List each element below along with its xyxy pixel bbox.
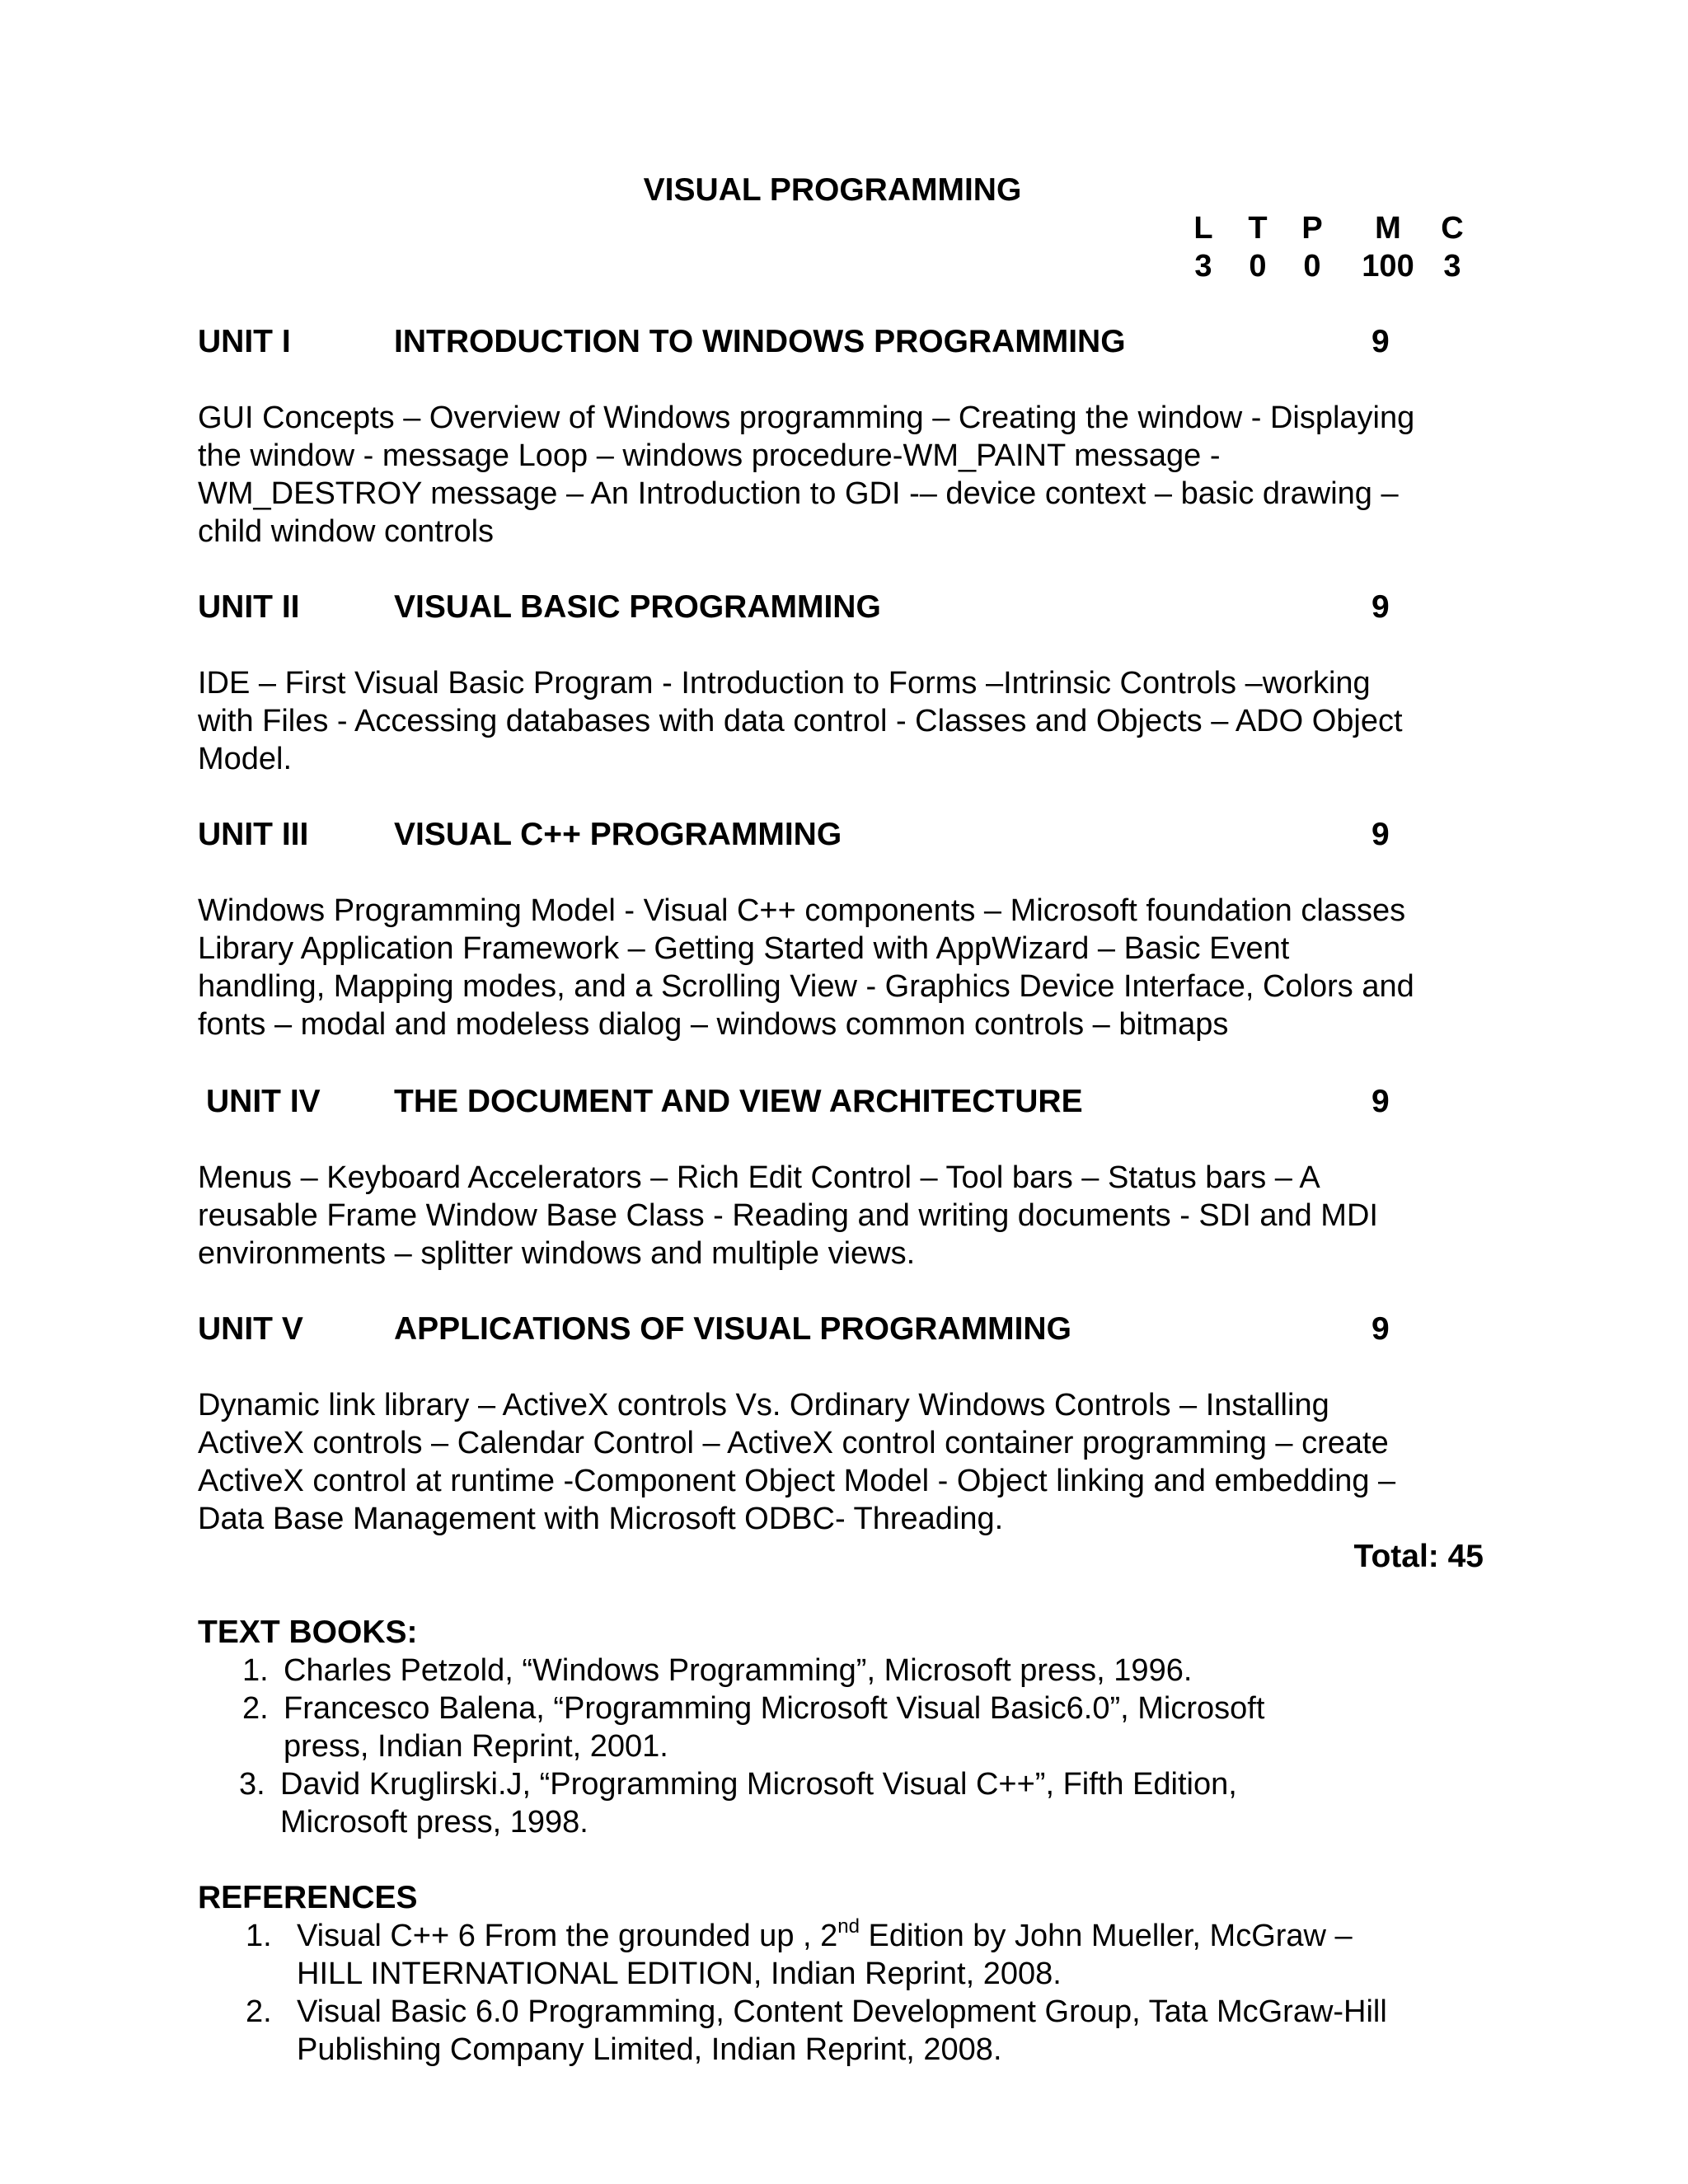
- unit-1-heading: [198, 323, 1434, 361]
- credit-header-t: T: [1248, 211, 1268, 246]
- unit-number: UNIT I: [198, 324, 291, 359]
- credit-header-m: M: [1375, 211, 1401, 246]
- unit-hours: 9: [1372, 817, 1390, 852]
- content-line: environments – splitter windows and multiple views.: [198, 1236, 916, 1271]
- unit-number: UNIT III: [198, 817, 309, 852]
- content-line: ActiveX control at runtime -Component Object Model - Object linking and embedding –: [198, 1464, 1396, 1498]
- credit-value-p: 0: [1303, 249, 1321, 284]
- unit-hours: 9: [1372, 1084, 1390, 1119]
- total-hours: Total: 45: [1353, 1539, 1484, 1574]
- unit-hours: 9: [1372, 1311, 1390, 1347]
- content-line: ActiveX controls – Calendar Control – ActiveX control container programming – create: [198, 1426, 1389, 1460]
- unit-title: THE DOCUMENT AND VIEW ARCHITECTURE: [394, 1084, 1083, 1119]
- content-line: Data Base Management with Microsoft ODBC- Threading.: [198, 1502, 1004, 1536]
- content-line: reusable Frame Window Base Class - Reading and writing documents - SDI and MDI: [198, 1198, 1378, 1233]
- list-item-continuation: HILL INTERNATIONAL EDITION, Indian Reprint, 2008.: [297, 1957, 1062, 1991]
- list-item-continuation: press, Indian Reprint, 2001.: [284, 1729, 668, 1764]
- unit-3-content: [198, 892, 1517, 1043]
- list-item-number: 2.: [242, 1691, 269, 1726]
- credits-header-row: [1170, 209, 1484, 247]
- unit-title: INTRODUCTION TO WINDOWS PROGRAMMING: [394, 324, 1126, 359]
- content-line: WM_DESTROY message – An Introduction to GDI -– device context – basic drawing –: [198, 476, 1399, 511]
- content-line: with Files - Accessing databases with data control - Classes and Objects – ADO Object: [198, 704, 1403, 738]
- content-line: GUI Concepts – Overview of Windows programming – Creating the window - Displaying: [198, 401, 1415, 435]
- text-books-list: [198, 1652, 1517, 1841]
- list-item: Visual Basic 6.0 Programming, Content Development Group, Tata McGraw-Hill: [297, 1994, 1387, 2029]
- credit-header-c: C: [1441, 211, 1464, 246]
- content-line: IDE – First Visual Basic Program - Introduction to Forms –Intrinsic Controls –working: [198, 666, 1371, 701]
- content-line: fonts – modal and modeless dialog – windows common controls – bitmaps: [198, 1007, 1229, 1042]
- content-line: handling, Mapping modes, and a Scrolling View - Graphics Device Interface, Colors and: [198, 969, 1414, 1004]
- list-item-number: 3.: [239, 1767, 265, 1802]
- list-item: David Kruglirski.J, “Programming Microsoft Visual C++”, Fifth Edition,: [280, 1767, 1237, 1802]
- unit-number: UNIT II: [198, 589, 300, 625]
- credit-value-c: 3: [1443, 249, 1461, 284]
- superscript: nd: [837, 1915, 860, 1938]
- content-line: Menus – Keyboard Accelerators – Rich Edit Control – Tool bars – Status bars – A: [198, 1160, 1320, 1195]
- unit-title: VISUAL BASIC PROGRAMMING: [394, 589, 881, 625]
- unit-5-heading: [198, 1310, 1434, 1348]
- unit-2-heading: [198, 588, 1434, 626]
- credits-value-row: [1170, 247, 1484, 285]
- content-line: the window - message Loop – windows procedure-WM_PAINT message -: [198, 438, 1221, 473]
- unit-3-heading: [198, 816, 1434, 854]
- unit-1-content: [198, 399, 1517, 551]
- list-item: [297, 1917, 1353, 1955]
- unit-number: UNIT V: [198, 1311, 303, 1347]
- list-item-text: Edition by John Mueller, McGraw –: [859, 1919, 1353, 1953]
- content-line: Library Application Framework – Getting Started with AppWizard – Basic Event: [198, 931, 1290, 966]
- credit-value-t: 0: [1249, 249, 1267, 284]
- content-line: Windows Programming Model - Visual C++ components – Microsoft foundation classes: [198, 893, 1406, 928]
- unit-number: UNIT IV: [206, 1084, 321, 1119]
- unit-4-content: [198, 1159, 1517, 1272]
- content-line: Dynamic link library – ActiveX controls Vs. Ordinary Windows Controls – Installing: [198, 1388, 1329, 1422]
- page-title: VISUAL PROGRAMMING: [643, 172, 1022, 208]
- list-item-text: Visual C++ 6 From the grounded up , 2: [297, 1919, 838, 1953]
- list-item: Francesco Balena, “Programming Microsoft Visual Basic6.0”, Microsoft: [284, 1691, 1265, 1726]
- list-item-number: 1.: [246, 1919, 272, 1953]
- references-list: [198, 1917, 1517, 2069]
- unit-2-content: [198, 664, 1517, 778]
- content-line: Model.: [198, 742, 293, 776]
- text-books-heading: TEXT BOOKS:: [198, 1615, 418, 1650]
- list-item-number: 1.: [242, 1653, 269, 1688]
- list-item-number: 2.: [246, 1994, 272, 2029]
- references-heading: REFERENCES: [198, 1880, 418, 1915]
- credit-value-l: 3: [1194, 249, 1212, 284]
- credit-value-m: 100: [1362, 249, 1414, 284]
- unit-hours: 9: [1372, 589, 1390, 625]
- content-line: child window controls: [198, 514, 495, 549]
- unit-hours: 9: [1372, 324, 1390, 359]
- list-item-continuation: Publishing Company Limited, Indian Reprint, 2008.: [297, 2032, 1002, 2067]
- unit-title: VISUAL C++ PROGRAMMING: [394, 817, 842, 852]
- unit-title: APPLICATIONS OF VISUAL PROGRAMMING: [394, 1311, 1071, 1347]
- list-item-continuation: Microsoft press, 1998.: [280, 1805, 588, 1840]
- unit-4-heading: [206, 1083, 1442, 1121]
- unit-5-content: [198, 1386, 1517, 1538]
- list-item: Charles Petzold, “Windows Programming”, Microsoft press, 1996.: [284, 1653, 1193, 1688]
- credit-header-p: P: [1301, 211, 1323, 246]
- credit-header-l: L: [1193, 211, 1213, 246]
